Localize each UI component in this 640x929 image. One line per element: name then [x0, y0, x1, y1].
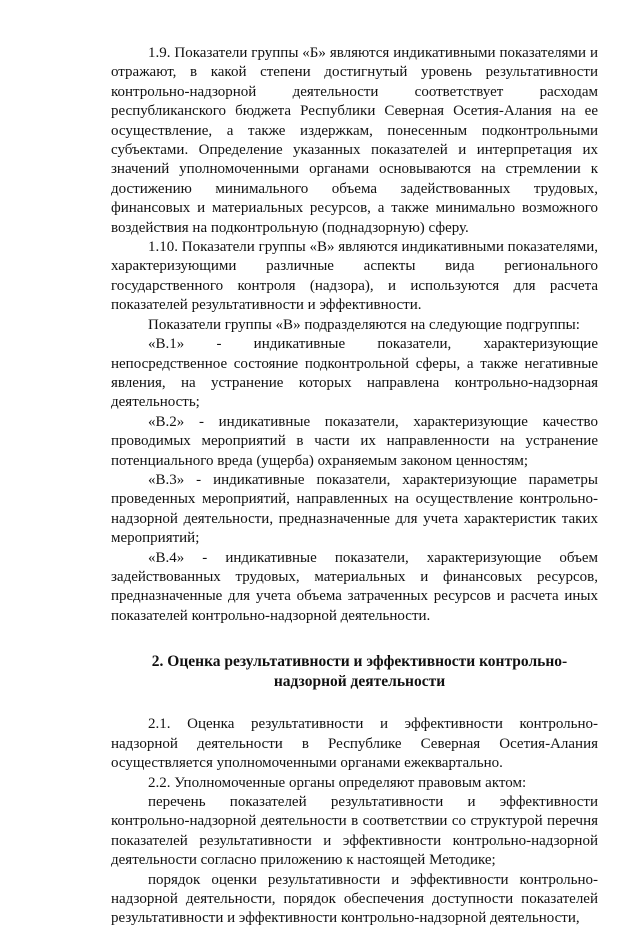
section-2-heading: [111, 652, 598, 691]
paragraph-1-9: 1.9. Показатели группы «Б» являются индикативными показателями и отражают, в какой степени достигнутый уровень результативности контрольно-надзорной деятельности соответствует расходам республиканского бюджета Республики Северная Осетия-Алания на ее осуществление, а также издержкам, понесенным подконтрольными субъектами. Определение указанных показателей и интерпретация их значений уполномоченными органами основываются на стремлении к достижению минимального объема задействованных трудовых, финансовых и материальных ресурсов, а также минимально возможного воздействия на подконтрольную (поднадзорную) сферу.: [111, 45, 598, 236]
section-2-heading-line-1: 2. Оценка результативности и эффективности контрольно-: [151, 653, 568, 671]
paragraph-v3: «В.3» - индикативные показатели, характеризующие параметры проведенных мероприятий, направленных на осуществление контрольно-надзорной деятельности, предназначенные для учета характеристик таких мероприятий;: [111, 471, 598, 547]
paragraph-indicator-list: перечень показателей результативности и эффективности контрольно-надзорной деятельности в соответствии со структурой перечня показателей результативности и эффективности контрольно-надзорной деятельности согласно приложению к настоящей Методике;: [111, 794, 598, 869]
paragraph-1-10: 1.10. Показатели группы «В» являются индикативными показателями, характеризующими различные аспекты вида регионального государственного контроля (надзора), и используются для расчета показателей результативности и эффективности.: [111, 239, 598, 314]
paragraph-group-v-intro: Показатели группы «В» подразделяются на следующие подгруппы:: [148, 316, 580, 333]
paragraph-v1: «В.1» - индикативные показатели, характеризующие непосредственное состояние подконтрольной сферы, а также негативные явления, на устранение которых направлена контрольно-надзорная деятельность;: [111, 336, 598, 411]
section-2-heading-line-2: надзорной деятельности: [273, 672, 446, 690]
paragraph-v2: «В.2» - индикативные показатели, характеризующие качество проводимых мероприятий в части их направленности на устранение потенциального вреда (ущерба) охраняемым законом ценностям;: [111, 413, 598, 469]
section-1-body: [111, 44, 598, 626]
paragraph-evaluation-order: порядок оценки результативности и эффективности контрольно-надзорной деятельности, порядок обеспечения доступности показателей результативности и эффективности контрольно-надзорной деятельности,: [111, 871, 598, 927]
paragraph-2-1: 2.1. Оценка результативности и эффективности контрольно-надзорной деятельности в Республике Северная Осетия-Алания осуществляется уполномоченными органами ежеквартально.: [111, 716, 598, 772]
paragraph-2-2: 2.2. Уполномоченные органы определяют правовым актом:: [148, 774, 527, 791]
paragraph-v4: «В.4» - индикативные показатели, характеризующие объем задействованных трудовых, материальных и финансовых ресурсов, предназначенные для учета объема затраченных ресурсов и расчета иных показателей контрольно-надзорной деятельности.: [111, 549, 598, 624]
section-2-body: [111, 715, 598, 928]
